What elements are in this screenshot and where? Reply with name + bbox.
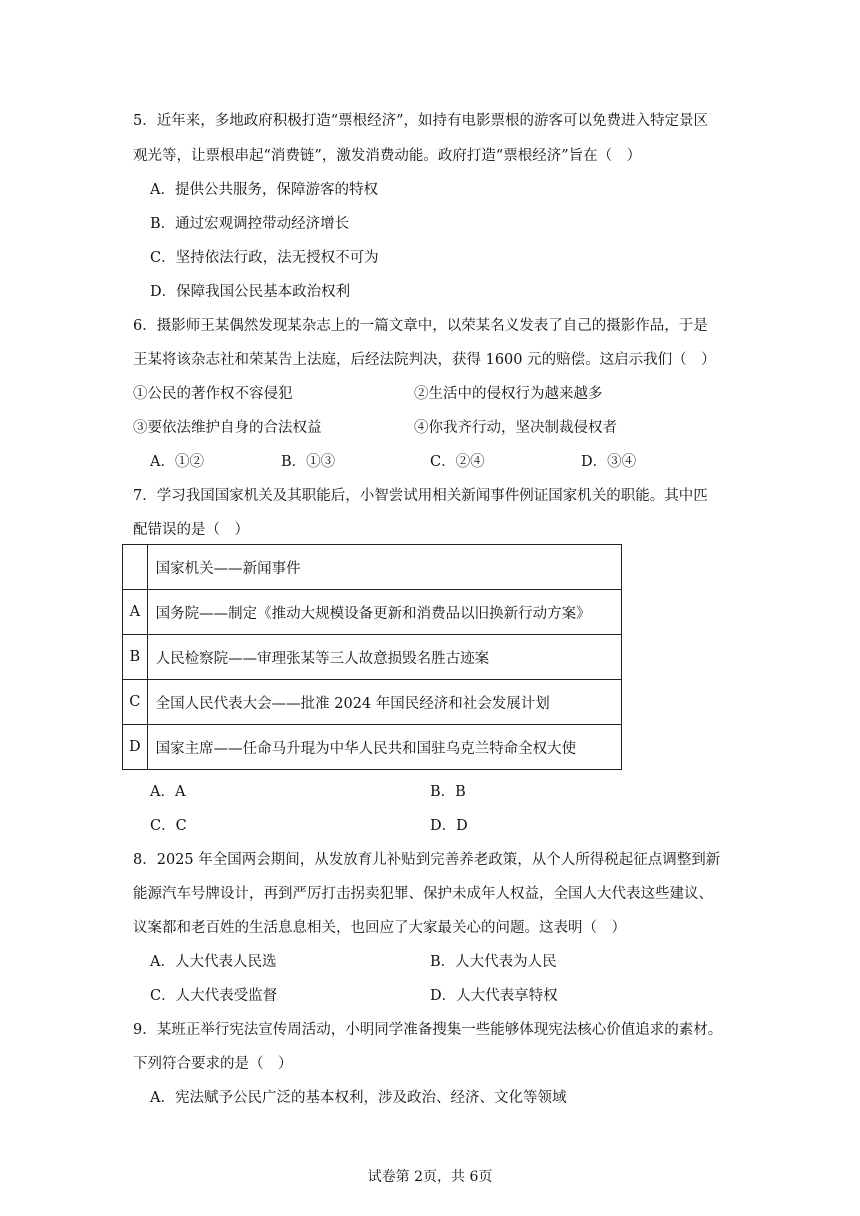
q8-stem-line1: 8．2025 年全国两会期间，从发放育儿补贴到完善养老政策，从个人所得税起征点调整到新 xyxy=(133,852,721,868)
q6-option-b: B．①③ xyxy=(281,454,336,470)
q6-option-d: D．③④ xyxy=(581,454,637,470)
q7-option-a: A．A xyxy=(150,784,186,800)
q5-option-d: D．保障我国公民基本政治权利 xyxy=(150,284,351,300)
q6-option-a: A．①② xyxy=(150,454,204,470)
q5-option-b: B．通过宏观调控带动经济增长 xyxy=(150,216,350,232)
q5-stem-line1: 5．近年来，多地政府积极打造“票根经济”，如持有电影票根的游客可以免费进入特定景区 xyxy=(133,113,709,129)
table-cell-key: A xyxy=(123,590,148,635)
q8-stem-line2: 能源汽车号牌设计，再到严厉打击拐卖犯罪、保护未成年人权益，全国人大代表这些建议、 xyxy=(133,886,713,902)
table-cell-key-header xyxy=(123,545,148,590)
q7-stem-line2: 配错误的是（ ） xyxy=(133,522,249,538)
q5-stem-line2: 观光等，让票根串起“消费链”，激发消费动能。政府打造“票根经济”旨在（ ） xyxy=(133,148,642,164)
table-cell-text: 国家主席——任命马升琨为中华人民共和国驻乌克兰特命全权大使 xyxy=(147,725,621,770)
q5-option-a: A．提供公共服务，保障游客的特权 xyxy=(150,182,378,198)
q8-option-c: C．人大代表受监督 xyxy=(150,988,278,1004)
q6-option-c: C．②④ xyxy=(430,454,485,470)
q7-option-b: B．B xyxy=(430,784,466,800)
q6-statement-4: ④你我齐行动，坚决制裁侵权者 xyxy=(414,420,617,436)
table-cell-text: 国务院——制定《推动大规模设备更新和消费品以旧换新行动方案》 xyxy=(147,590,621,635)
q8-option-d: D．人大代表享特权 xyxy=(430,988,558,1004)
q7-stem-line1: 7．学习我国国家机关及其职能后，小智尝试用相关新闻事件例证国家机关的职能。其中匹 xyxy=(133,488,708,504)
q5-option-c: C．坚持依法行政，法无授权不可为 xyxy=(150,250,379,266)
q9-stem-line1: 9．某班正举行宪法宣传周活动，小明同学准备搜集一些能够体现宪法核心价值追求的素材。 xyxy=(133,1022,723,1038)
q6-statement-3: ③要依法维护自身的合法权益 xyxy=(133,420,322,436)
q6-stem-line1: 6．摄影师王某偶然发现某杂志上的一篇文章中，以荣某名义发表了自己的摄影作品，于是 xyxy=(133,318,708,334)
q8-stem-line3: 议案都和老百姓的生活息息相关，也回应了大家最关心的问题。这表明（ ） xyxy=(133,920,626,936)
q6-stem-line2: 王某将该杂志社和荣某告上法庭，后经法院判决，获得 1600 元的赔偿。这启示我们（ ） xyxy=(133,352,716,368)
q9-option-a: A．宪法赋予公民广泛的基本权利，涉及政治、经济、文化等领域 xyxy=(150,1090,567,1106)
table-cell-text: 全国人民代表大会——批准 2024 年国民经济和社会发展计划 xyxy=(147,680,621,725)
q7-option-c: C．C xyxy=(150,818,187,834)
q9-stem-line2: 下列符合要求的是（ ） xyxy=(133,1056,293,1072)
table-cell-header: 国家机关——新闻事件 xyxy=(147,545,621,590)
page-footer: 试卷第 2页，共 6页 xyxy=(367,1169,493,1185)
table-row xyxy=(123,725,622,770)
q7-table xyxy=(122,544,622,770)
table-row xyxy=(123,680,622,725)
table-cell-key: D xyxy=(123,725,148,770)
table-row xyxy=(123,590,622,635)
table-row xyxy=(123,545,622,590)
table-cell-key: B xyxy=(123,635,148,680)
q8-option-a: A．人大代表人民选 xyxy=(150,954,277,970)
q8-option-b: B．人大代表为人民 xyxy=(430,954,557,970)
table-cell-key: C xyxy=(123,680,148,725)
q7-option-d: D．D xyxy=(430,818,468,834)
q6-statement-1: ①公民的著作权不容侵犯 xyxy=(133,386,293,402)
table-cell-text: 人民检察院——审理张某等三人故意损毁名胜古迹案 xyxy=(147,635,621,680)
table-row xyxy=(123,635,622,680)
q6-statement-2: ②生活中的侵权行为越来越多 xyxy=(414,386,603,402)
